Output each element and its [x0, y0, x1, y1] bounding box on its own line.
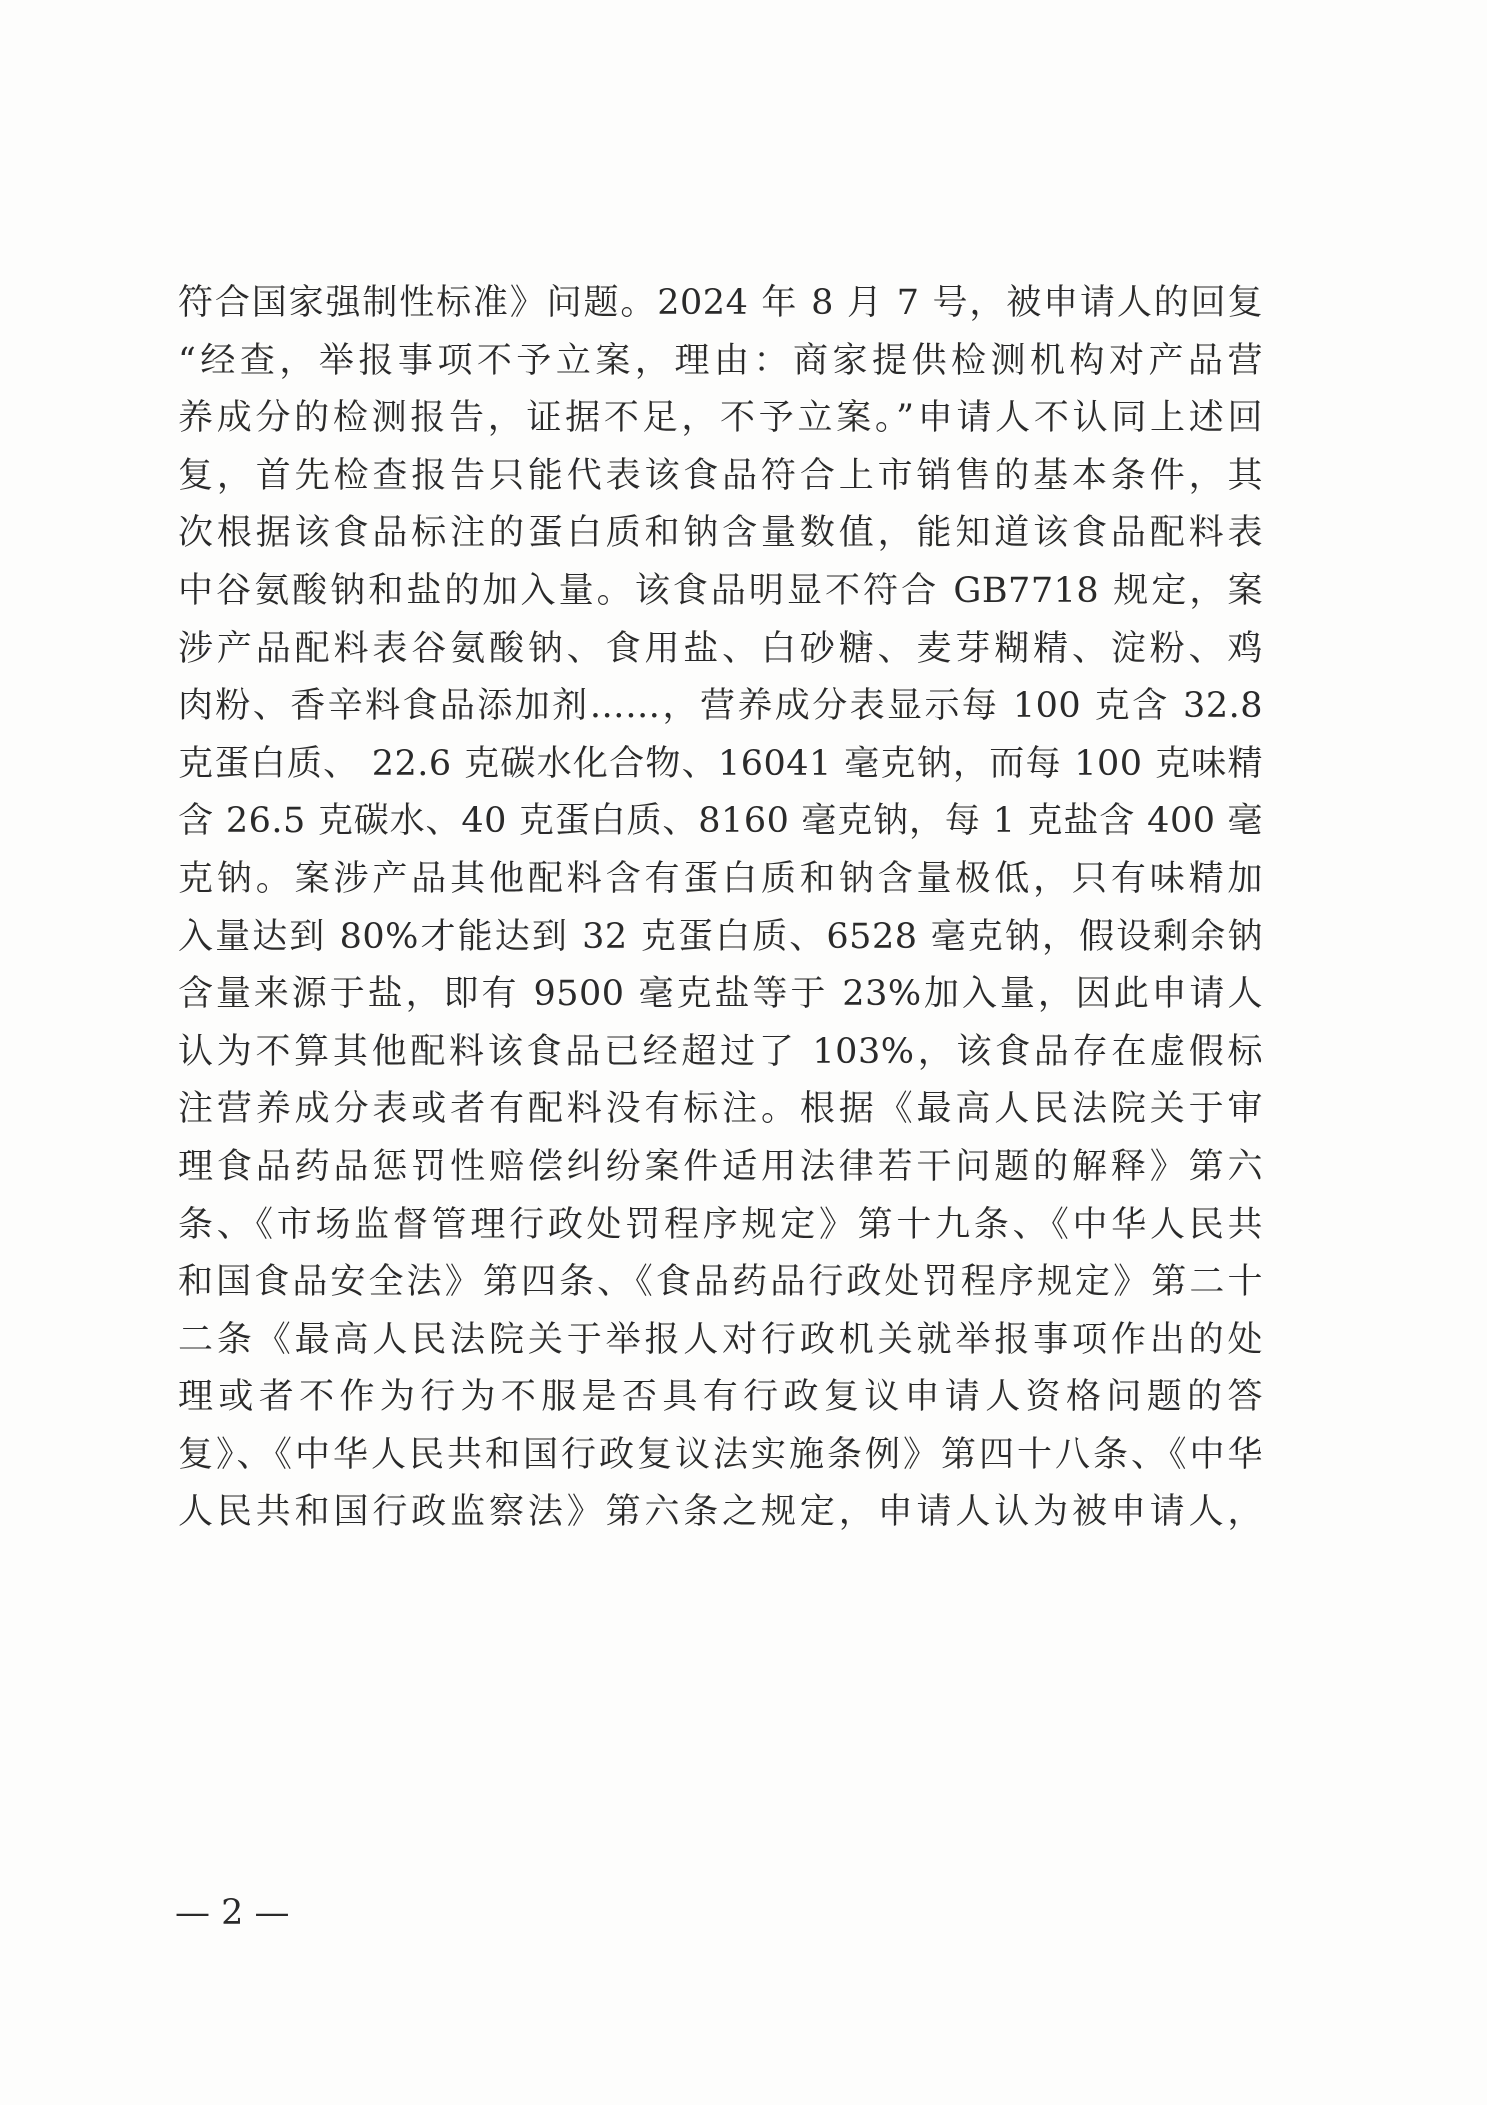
- text-line: 人民共和国行政监察法》第六条之规定，申请人认为被申请人，: [178, 1492, 1263, 1533]
- text-line: 中谷氨酸钠和盐的加入量。该食品明显不符合 GB7718 规定，案: [178, 570, 1263, 611]
- text-line: 涉产品配料表谷氨酸钠、食用盐、白砂糖、麦芽糊精、淀粉、鸡: [178, 628, 1263, 669]
- page-number: — 2 —: [175, 1893, 290, 1933]
- text-line: 复，首先检查报告只能代表该食品符合上市销售的基本条件，其: [178, 455, 1263, 496]
- text-line: 复》、《中华人民共和国行政复议法实施条例》第四十八条、《中华: [178, 1434, 1263, 1475]
- text-line: 养成分的检测报告，证据不足，不予立案。”申请人不认同上述回: [178, 398, 1263, 439]
- body-text: [178, 275, 1263, 1542]
- text-line: 次根据该食品标注的蛋白质和钠含量数值，能知道该食品配料表: [178, 513, 1263, 554]
- text-line: 符合国家强制性标准》问题。2024 年 8 月 7 号，被申请人的回复: [178, 283, 1263, 323]
- text-line: 注营养成分表或者有配料没有标注。根据《最高人民法院关于审: [178, 1089, 1263, 1130]
- text-line: 认为不算其他配料该食品已经超过了 103%，该食品存在虚假标: [178, 1031, 1263, 1072]
- text-line: 理食品药品惩罚性赔偿纠纷案件适用法律若干问题的解释》第六: [178, 1146, 1263, 1187]
- text-line: 和国食品安全法》第四条、《食品药品行政处罚程序规定》第二十: [178, 1262, 1263, 1303]
- text-line: 克钠。案涉产品其他配料含有蛋白质和钠含量极低，只有味精加: [178, 858, 1263, 899]
- text-line: 二条《最高人民法院关于举报人对行政机关就举报事项作出的处: [178, 1319, 1263, 1360]
- text-line: 含 26.5 克碳水、40 克蛋白质、8160 毫克钠，每 1 克盐含 400 毫: [178, 801, 1263, 842]
- text-line: 肉粉、香辛料食品添加剂……，营养成分表显示每 100 克含 32.8: [178, 686, 1263, 727]
- text-line: “经查，举报事项不予立案，理由：商家提供检测机构对产品营: [178, 340, 1263, 381]
- text-line: 理或者不作为行为不服是否具有行政复议申请人资格问题的答: [178, 1377, 1263, 1418]
- text-line: 克蛋白质、 22.6 克碳水化合物、16041 毫克钠，而每 100 克味精: [178, 743, 1263, 784]
- text-line: 条、《市场监督管理行政处罚程序规定》第十九条、《中华人民共: [178, 1204, 1263, 1245]
- text-line: 含量来源于盐，即有 9500 毫克盐等于 23%加入量，因此申请人: [178, 974, 1263, 1015]
- text-line: 入量达到 80%才能达到 32 克蛋白质、6528 毫克钠，假设剩余钠: [178, 916, 1263, 957]
